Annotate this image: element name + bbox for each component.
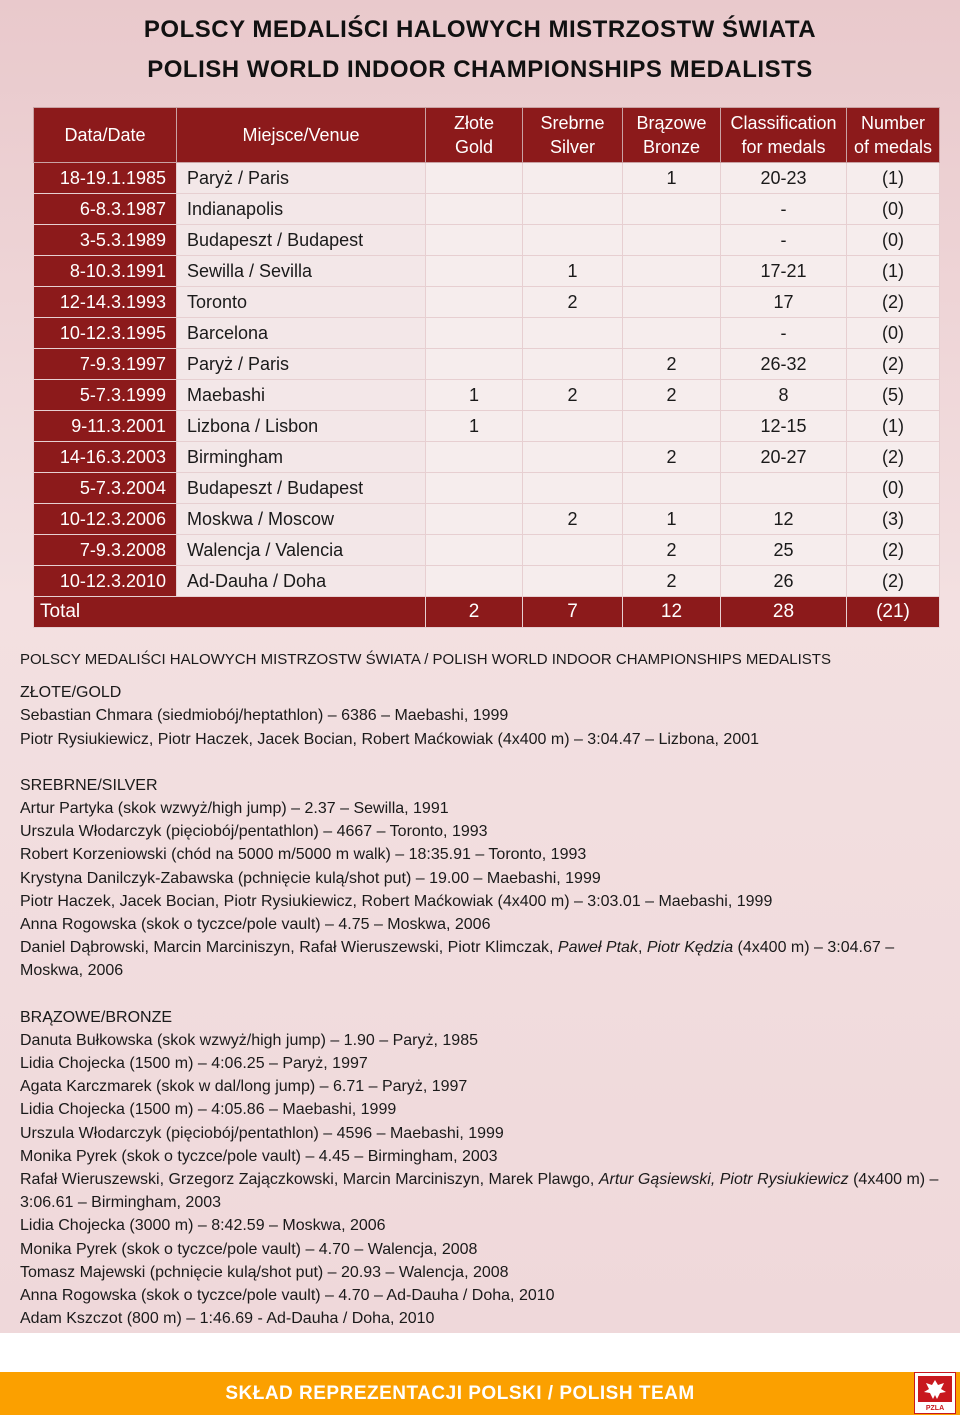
cell-number: (1) bbox=[847, 256, 940, 287]
table-row bbox=[34, 194, 940, 225]
list-item: Sebastian Chmara (siedmiobój/heptathlon) – 6386 – Maebashi, 1999 bbox=[20, 707, 509, 725]
list-item: Urszula Włodarczyk (pięciobój/pentathlon) – 4667 – Toronto, 1993 bbox=[20, 823, 488, 841]
cell-venue: Indianapolis bbox=[177, 194, 426, 225]
cell-silver bbox=[523, 349, 623, 380]
total-classification: 28 bbox=[721, 597, 847, 628]
cell-bronze bbox=[623, 256, 721, 287]
cell-classification: 8 bbox=[721, 380, 847, 411]
cell-silver bbox=[523, 318, 623, 349]
cell-classification: - bbox=[721, 225, 847, 256]
header-venue: Miejsce/Venue bbox=[177, 108, 426, 163]
cell-venue: Paryż / Paris bbox=[177, 163, 426, 194]
cell-classification: 17 bbox=[721, 287, 847, 318]
cell-venue: Lizbona / Lisbon bbox=[177, 411, 426, 442]
cell-classification: 25 bbox=[721, 535, 847, 566]
cell-gold bbox=[426, 473, 523, 504]
table-row bbox=[34, 504, 940, 535]
table-row bbox=[34, 380, 940, 411]
cell-gold bbox=[426, 318, 523, 349]
cell-number: (2) bbox=[847, 349, 940, 380]
list-item: Robert Korzeniowski (chód na 5000 m/5000 m walk) – 18:35.91 – Toronto, 1993 bbox=[20, 846, 587, 864]
cell-bronze: 1 bbox=[623, 504, 721, 535]
title-english: POLISH WORLD INDOOR CHAMPIONSHIPS MEDALISTS bbox=[147, 56, 813, 83]
cell-bronze bbox=[623, 287, 721, 318]
cell-classification: - bbox=[721, 318, 847, 349]
table-row bbox=[34, 442, 940, 473]
cell-venue: Moskwa / Moscow bbox=[177, 504, 426, 535]
list-item: Lidia Chojecka (1500 m) – 4:05.86 – Maebashi, 1999 bbox=[20, 1101, 397, 1119]
cell-bronze: 2 bbox=[623, 535, 721, 566]
cell-date: 3-5.3.1989 bbox=[34, 225, 177, 256]
list-item: Artur Partyka (skok wzwyż/high jump) – 2.37 – Sewilla, 1991 bbox=[20, 800, 449, 818]
total-row bbox=[34, 597, 940, 628]
list-item: Piotr Rysiukiewicz, Piotr Haczek, Jacek Bocian, Robert Maćkowiak (4x400 m) – 3:04.47 – Lizbona, 2001 bbox=[20, 730, 760, 748]
cell-bronze bbox=[623, 225, 721, 256]
cell-date: 5-7.3.2004 bbox=[34, 473, 177, 504]
header-gold: Złote Gold bbox=[426, 108, 523, 163]
table-row bbox=[34, 225, 940, 256]
table-row bbox=[34, 349, 940, 380]
cell-number: (1) bbox=[847, 411, 940, 442]
cell-gold bbox=[426, 566, 523, 597]
total-gold: 2 bbox=[426, 597, 523, 628]
cell-venue: Maebashi bbox=[177, 380, 426, 411]
cell-gold bbox=[426, 442, 523, 473]
total-silver: 7 bbox=[523, 597, 623, 628]
cell-date: 9-11.3.2001 bbox=[34, 411, 177, 442]
cell-venue: Sewilla / Sevilla bbox=[177, 256, 426, 287]
header-silver: Srebrne Silver bbox=[523, 108, 623, 163]
cell-date: 7-9.3.2008 bbox=[34, 535, 177, 566]
footer-bar bbox=[0, 1372, 960, 1415]
medals-table bbox=[33, 107, 940, 628]
table-row bbox=[34, 535, 940, 566]
cell-gold: 1 bbox=[426, 411, 523, 442]
cell-bronze bbox=[623, 194, 721, 225]
cell-gold bbox=[426, 194, 523, 225]
list-item: Lidia Chojecka (3000 m) – 8:42.59 – Moskwa, 2006 bbox=[20, 1217, 386, 1235]
cell-gold bbox=[426, 225, 523, 256]
cell-silver: 2 bbox=[523, 380, 623, 411]
header-bronze: Brązowe Bronze bbox=[623, 108, 721, 163]
silver-heading: SREBRNE/SILVER bbox=[20, 776, 158, 794]
cell-date: 6-8.3.1987 bbox=[34, 194, 177, 225]
footer-text: SKŁAD REPREZENTACJI POLSKI / POLISH TEAM bbox=[225, 1383, 695, 1404]
cell-date: 10-12.3.2010 bbox=[34, 566, 177, 597]
spacer bbox=[20, 983, 950, 1006]
cell-date: 18-19.1.1985 bbox=[34, 163, 177, 194]
pzla-logo bbox=[914, 1372, 956, 1414]
cell-silver bbox=[523, 442, 623, 473]
cell-silver bbox=[523, 411, 623, 442]
cell-number: (2) bbox=[847, 535, 940, 566]
total-number: (21) bbox=[847, 597, 940, 628]
cell-number: (2) bbox=[847, 442, 940, 473]
cell-bronze bbox=[623, 411, 721, 442]
cell-number: (0) bbox=[847, 318, 940, 349]
cell-number: (5) bbox=[847, 380, 940, 411]
cell-date: 7-9.3.1997 bbox=[34, 349, 177, 380]
cell-venue: Birmingham bbox=[177, 442, 426, 473]
cell-classification: - bbox=[721, 194, 847, 225]
cell-number: (3) bbox=[847, 504, 940, 535]
cell-bronze: 2 bbox=[623, 349, 721, 380]
list-item: Krystyna Danilczyk-Zabawska (pchnięcie kulą/shot put) – 19.00 – Maebashi, 1999 bbox=[20, 869, 601, 887]
medalists-list bbox=[20, 648, 950, 1330]
cell-gold bbox=[426, 287, 523, 318]
eagle-emblem-icon bbox=[915, 1373, 955, 1413]
cell-bronze: 2 bbox=[623, 442, 721, 473]
list-item: Monika Pyrek (skok o tyczce/pole vault) – 4.70 – Walencja, 2008 bbox=[20, 1240, 478, 1258]
total-bronze: 12 bbox=[623, 597, 721, 628]
table-header-row bbox=[34, 108, 940, 163]
cell-venue: Toronto bbox=[177, 287, 426, 318]
cell-venue: Barcelona bbox=[177, 318, 426, 349]
cell-venue: Budapeszt / Budapest bbox=[177, 225, 426, 256]
list-item: Anna Rogowska (skok o tyczce/pole vault) – 4.75 – Moskwa, 2006 bbox=[20, 916, 491, 934]
list-item: Monika Pyrek (skok o tyczce/pole vault) – 4.45 – Birmingham, 2003 bbox=[20, 1147, 498, 1165]
total-label: Total bbox=[34, 597, 426, 628]
cell-number: (0) bbox=[847, 473, 940, 504]
cell-classification: 20-27 bbox=[721, 442, 847, 473]
list-item: Agata Karczmarek (skok w dal/long jump) – 6.71 – Paryż, 1997 bbox=[20, 1078, 468, 1096]
cell-silver: 2 bbox=[523, 504, 623, 535]
cell-classification: 12 bbox=[721, 504, 847, 535]
header-date: Data/Date bbox=[34, 108, 177, 163]
cell-classification: 17-21 bbox=[721, 256, 847, 287]
gold-heading: ZŁOTE/GOLD bbox=[20, 684, 122, 702]
cell-venue: Ad-Dauha / Doha bbox=[177, 566, 426, 597]
cell-gold: 1 bbox=[426, 380, 523, 411]
cell-gold bbox=[426, 256, 523, 287]
cell-date: 10-12.3.2006 bbox=[34, 504, 177, 535]
table-row bbox=[34, 256, 940, 287]
cell-bronze bbox=[623, 318, 721, 349]
logo-text: PZLA bbox=[925, 1405, 945, 1412]
table-row bbox=[34, 473, 940, 504]
cell-bronze bbox=[623, 473, 721, 504]
cell-classification: 26-32 bbox=[721, 349, 847, 380]
cell-gold bbox=[426, 504, 523, 535]
cell-date: 12-14.3.1993 bbox=[34, 287, 177, 318]
cell-silver bbox=[523, 566, 623, 597]
title-polish: POLSCY MEDALIŚCI HALOWYCH MISTRZOSTW ŚWIATA bbox=[143, 16, 817, 43]
cell-silver: 1 bbox=[523, 256, 623, 287]
cell-classification: 26 bbox=[721, 566, 847, 597]
header-number: Number of medals bbox=[847, 108, 940, 163]
cell-classification: 20-23 bbox=[721, 163, 847, 194]
cell-number: (1) bbox=[847, 163, 940, 194]
cell-venue: Paryż / Paris bbox=[177, 349, 426, 380]
cell-bronze: 1 bbox=[623, 163, 721, 194]
cell-silver bbox=[523, 225, 623, 256]
spacer bbox=[20, 751, 950, 774]
cell-number: (2) bbox=[847, 566, 940, 597]
table-row bbox=[34, 318, 940, 349]
page-title bbox=[0, 10, 960, 90]
cell-silver bbox=[523, 535, 623, 566]
list-item-relay: Daniel Dąbrowski, Marcin Marciniszyn, Rafał Wieruszewski, Piotr Klimczak, Paweł Ptak, Piotr Kędzia (4x400 m) – 3:04.67 – Moskwa, 2006 bbox=[20, 939, 895, 980]
table-row bbox=[34, 411, 940, 442]
list-item: Piotr Haczek, Jacek Bocian, Piotr Rysiukiewicz, Robert Maćkowiak (4x400 m) – 3:03.01 – Maebashi, 1999 bbox=[20, 892, 773, 910]
cell-date: 14-16.3.2003 bbox=[34, 442, 177, 473]
cell-classification: 12-15 bbox=[721, 411, 847, 442]
cell-silver bbox=[523, 473, 623, 504]
cell-number: (2) bbox=[847, 287, 940, 318]
list-item: Urszula Włodarczyk (pięciobój/pentathlon) – 4596 – Maebashi, 1999 bbox=[20, 1124, 504, 1142]
list-item: Tomasz Majewski (pchnięcie kulą/shot put) – 20.93 – Walencja, 2008 bbox=[20, 1263, 509, 1281]
cell-gold bbox=[426, 535, 523, 566]
bronze-heading: BRĄZOWE/BRONZE bbox=[20, 1008, 173, 1026]
list-item: Danuta Bułkowska (skok wzwyż/high jump) – 1.90 – Paryż, 1985 bbox=[20, 1031, 478, 1049]
cell-bronze: 2 bbox=[623, 380, 721, 411]
cell-date: 10-12.3.1995 bbox=[34, 318, 177, 349]
list-item-relay: Rafał Wieruszewski, Grzegorz Zajączkowski, Marcin Marciniszyn, Marek Plawgo, Artur Gąsiewski, Piotr Rysiukiewicz (4x400 m) – 3:06.61 – Birmingham, 2003 bbox=[20, 1171, 939, 1212]
list-item: Adam Kszczot (800 m) – 1:46.69 - Ad-Dauha / Doha, 2010 bbox=[20, 1310, 435, 1328]
cell-silver: 2 bbox=[523, 287, 623, 318]
table-row bbox=[34, 163, 940, 194]
list-item: Lidia Chojecka (1500 m) – 4:06.25 – Paryż, 1997 bbox=[20, 1055, 368, 1073]
cell-gold bbox=[426, 349, 523, 380]
list-item: Anna Rogowska (skok o tyczce/pole vault) – 4.70 – Ad-Dauha / Doha, 2010 bbox=[20, 1287, 555, 1305]
cell-date: 8-10.3.1991 bbox=[34, 256, 177, 287]
list-title: POLSCY MEDALIŚCI HALOWYCH MISTRZOSTW ŚWIATA / POLISH WORLD INDOOR CHAMPIONSHIPS MEDALISTS bbox=[20, 651, 831, 668]
table-row bbox=[34, 287, 940, 318]
cell-silver bbox=[523, 194, 623, 225]
cell-venue: Budapeszt / Budapest bbox=[177, 473, 426, 504]
cell-bronze: 2 bbox=[623, 566, 721, 597]
cell-number: (0) bbox=[847, 194, 940, 225]
header-classification: Classification for medals bbox=[721, 108, 847, 163]
cell-classification bbox=[721, 473, 847, 504]
cell-silver bbox=[523, 163, 623, 194]
cell-venue: Walencja / Valencia bbox=[177, 535, 426, 566]
cell-number: (0) bbox=[847, 225, 940, 256]
table-body bbox=[34, 163, 940, 628]
cell-gold bbox=[426, 163, 523, 194]
table-row bbox=[34, 566, 940, 597]
cell-date: 5-7.3.1999 bbox=[34, 380, 177, 411]
